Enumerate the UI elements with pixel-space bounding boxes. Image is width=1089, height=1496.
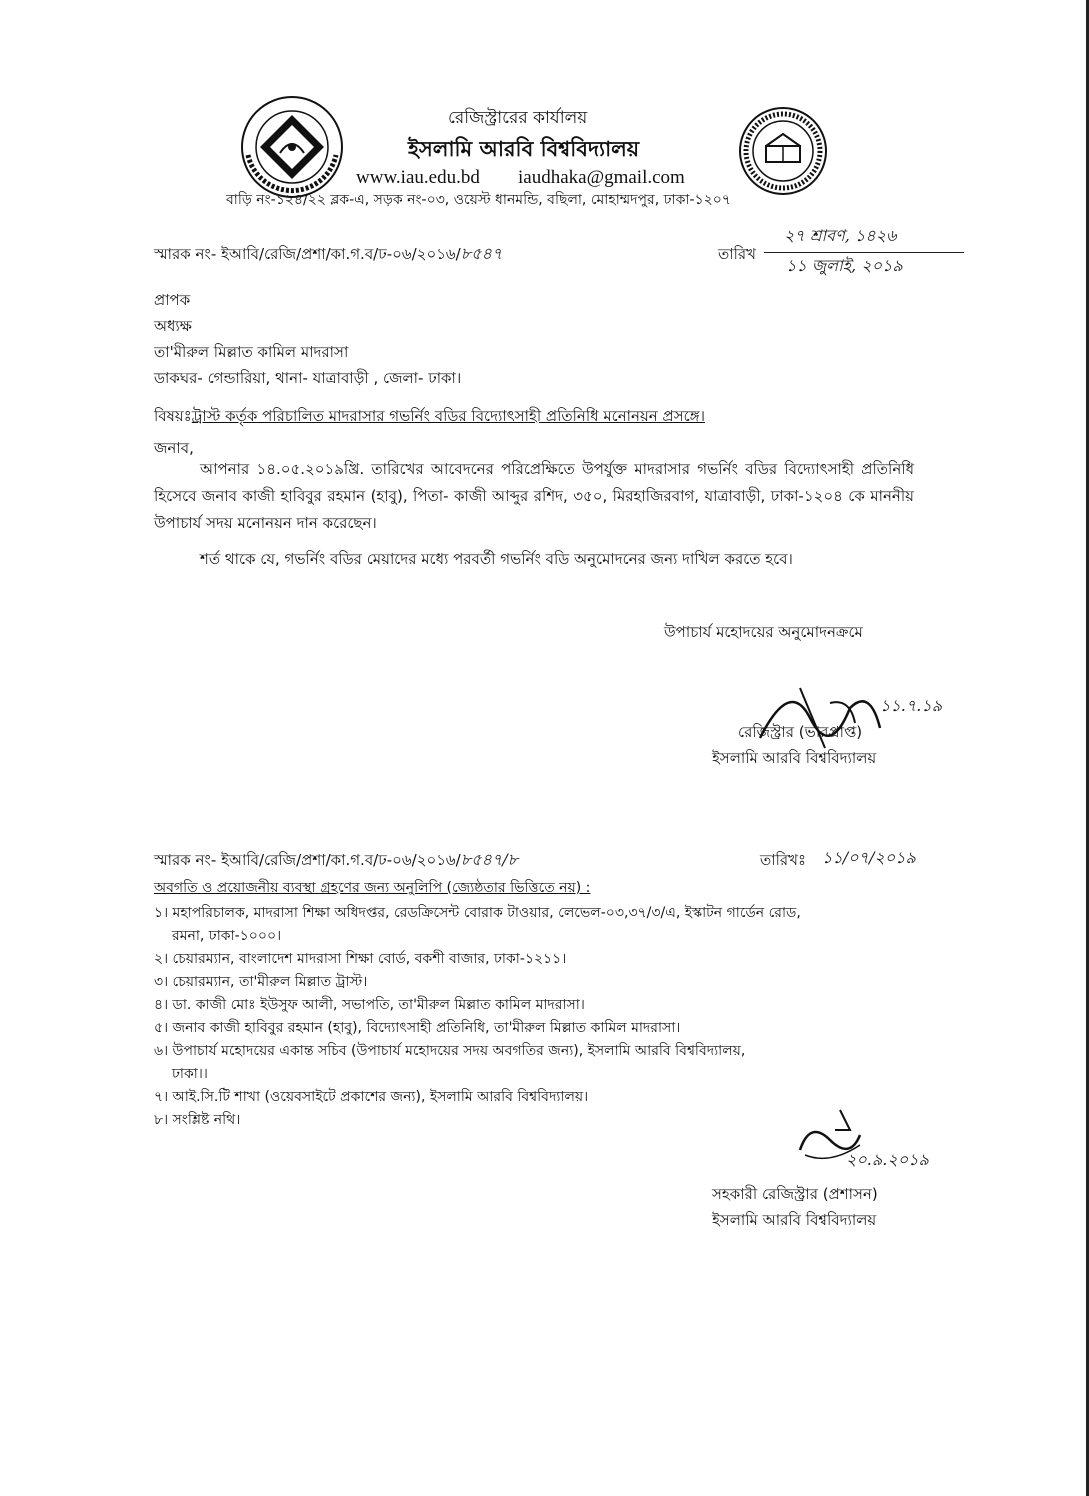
university-address: বাড়ি নং-১২৪/২২ ব্লক-এ, সড়ক নং-০৩, ওয়েস্ট ধানমন্ডি, বছিলা, মোহাম্মদপুর, ঢাকা-১২০৭ xyxy=(226,192,731,208)
recipient-address: ডাকঘর- গেন্ডারিয়া, থানা- যাত্রাবাড়ী , জেলা- ঢাকা। xyxy=(154,369,462,387)
email-link[interactable]: iaudhaka@gmail.com xyxy=(518,167,685,188)
subject-label: বিষয়ঃ xyxy=(154,407,192,425)
date-label: তারিখ xyxy=(718,245,756,263)
university-seal-right xyxy=(738,106,828,196)
recipient-label: প্রাপক xyxy=(154,291,191,309)
registrar-designation: রেজিস্ট্রার (ভারপ্রাপ্ত) xyxy=(738,723,863,741)
cc-item: ৫। জনাব কাজী হাবিবুর রহমান (হাবু), বিদ্যোৎসাহী প্রতিনিধি, তা'মীরুল মিল্লাত কামিল মাদরাসা। xyxy=(154,1020,681,1036)
university-name: ইসলামি আরবি বিশ্ববিদ্যালয় xyxy=(408,137,640,161)
office-name: রেজিস্ট্রারের কার্যালয় xyxy=(448,108,588,128)
date-bangla-handwritten: ২৭ শ্রাবণ, ১৪২৬ xyxy=(784,226,897,245)
cc-memo-reference-label: স্মারক নং- ইআবি/রেজি/প্রশা/কা.গ.ব/ঢ-০৬/২০১৬/ xyxy=(154,851,461,869)
assistant-registrar-organization: ইসলামি আরবি বিশ্ববিদ্যালয় xyxy=(712,1211,877,1229)
body-paragraph-1: আপনার ১৪.০৫.২০১৯খ্রি. তারিখের আবেদনের পরিপ্রেক্ষিতে উপর্যুক্ত মাদরাসার গভর্নিং বডির বিদ্যোৎসাহী প্রতিনিধি হিসেবে জনাব কাজী হাবিবুর রহমান (হাবু), পিতা- কাজী আব্দুর রশিদ, ৩৫০, মিরহাজিরবাগ, যাত্রাবাড়ী, ঢাকা-১২০৪ কে মাননীয় উপাচার্য সদয় মনোনয়ন দান করেছেন। xyxy=(154,460,914,532)
memo-reference-label: স্মারক নং- ইআবি/রেজি/প্রশা/কা.গ.ব/ঢ-০৬/২০১৬/ xyxy=(154,245,461,263)
cc-item: ৮। সংশ্লিষ্ট নথি। xyxy=(154,1112,241,1128)
cc-item: ১। মহাপরিচালক, মাদরাসা শিক্ষা অধিদপ্তর, রেডক্রিসেন্ট বোরাক টাওয়ার, লেভেল-০৩,৩৭/৩/এ, ইস্কাটন গার্ডেন রোড, xyxy=(154,905,801,921)
registrar-organization: ইসলামি আরবি বিশ্ববিদ্যালয় xyxy=(712,749,877,767)
memo-reference xyxy=(154,244,502,264)
assistant-registrar-signature-date: ২০.৯.২০১৯ xyxy=(846,1150,929,1169)
cc-item: ৪। ডা. কাজী মোঃ ইউসুফ আলী, সভাপতি, তা'মীরুল মিল্লাত কামিল মাদরাসা। xyxy=(154,997,585,1013)
recipient-institution: তা'মীরুল মিল্লাত কামিল মাদরাসা xyxy=(154,343,349,361)
cc-item-continuation: ঢাকা।। xyxy=(172,1066,208,1082)
university-logo-left xyxy=(240,95,344,199)
cc-item: ৬। উপাচার্য মহোদয়ের একান্ত সচিব (উপাচার্য মহোদয়ের সদয় অবগতির জন্য), ইসলামি আরবি বিশ্ববিদ্যালয়, xyxy=(154,1043,746,1059)
cc-memo-reference xyxy=(154,850,518,870)
website-link[interactable]: www.iau.edu.bd xyxy=(356,167,480,188)
assistant-registrar-designation: সহকারী রেজিস্ট্রার (প্রশাসন) xyxy=(712,1185,878,1203)
registrar-signature-date: ১১.৭.১৯ xyxy=(880,696,943,715)
cc-item: ২। চেয়ারম্যান, বাংলাদেশ মাদরাসা শিক্ষা বোর্ড, বকশী বাজার, ঢাকা-১২১১। xyxy=(154,951,567,967)
body-paragraph-2: শর্ত থাকে যে, গভর্নিং বডির মেয়াদের মধ্যে পরবর্তী গভর্নিং বডি অনুমোদনের জন্য দাখিল করতে হবে। xyxy=(200,550,793,568)
cc-date-handwritten: ১১/০৭/২০১৯ xyxy=(822,848,916,867)
recipient-title: অধ্যক্ষ xyxy=(154,317,192,335)
cc-item: ৩। চেয়ারম্যান, তা'মীরুল মিল্লাত ট্রাস্ট। xyxy=(154,974,368,990)
date-divider xyxy=(764,252,964,253)
cc-date-label: তারিখঃ xyxy=(760,851,806,869)
salutation: জনাব, xyxy=(154,439,194,457)
subject-line xyxy=(154,406,705,426)
cc-heading: অবগতি ও প্রয়োজনীয় ব্যবস্থা গ্রহণের জন্য অনুলিপি (জ্যেষ্ঠতার ভিত্তিতে নয়) : xyxy=(154,880,591,896)
approval-note: উপাচার্য মহোদয়ের অনুমোদনক্রমে xyxy=(664,623,863,641)
date-english-handwritten: ১১ জুলাই, ২০১৯ xyxy=(786,256,903,275)
cc-item: ৭। আই.সি.টি শাখা (ওয়েবসাইটে প্রকাশের জন্য), ইসলামি আরবি বিশ্ববিদ্যালয়। xyxy=(154,1089,589,1105)
memo-reference-handwritten: ৮৫৪৭ xyxy=(460,244,503,263)
cc-item-continuation: রমনা, ঢাকা-১০০০। xyxy=(172,928,282,944)
subject-text: ট্রাস্ট কর্তৃক পরিচালিত মাদরাসার গভর্নিং বডির বিদ্যোৎসাহী প্রতিনিধি মনোনয়ন প্রসঙ্গে। xyxy=(191,407,705,425)
cc-memo-reference-handwritten: ৮৫৪৭/৮ xyxy=(460,850,519,869)
